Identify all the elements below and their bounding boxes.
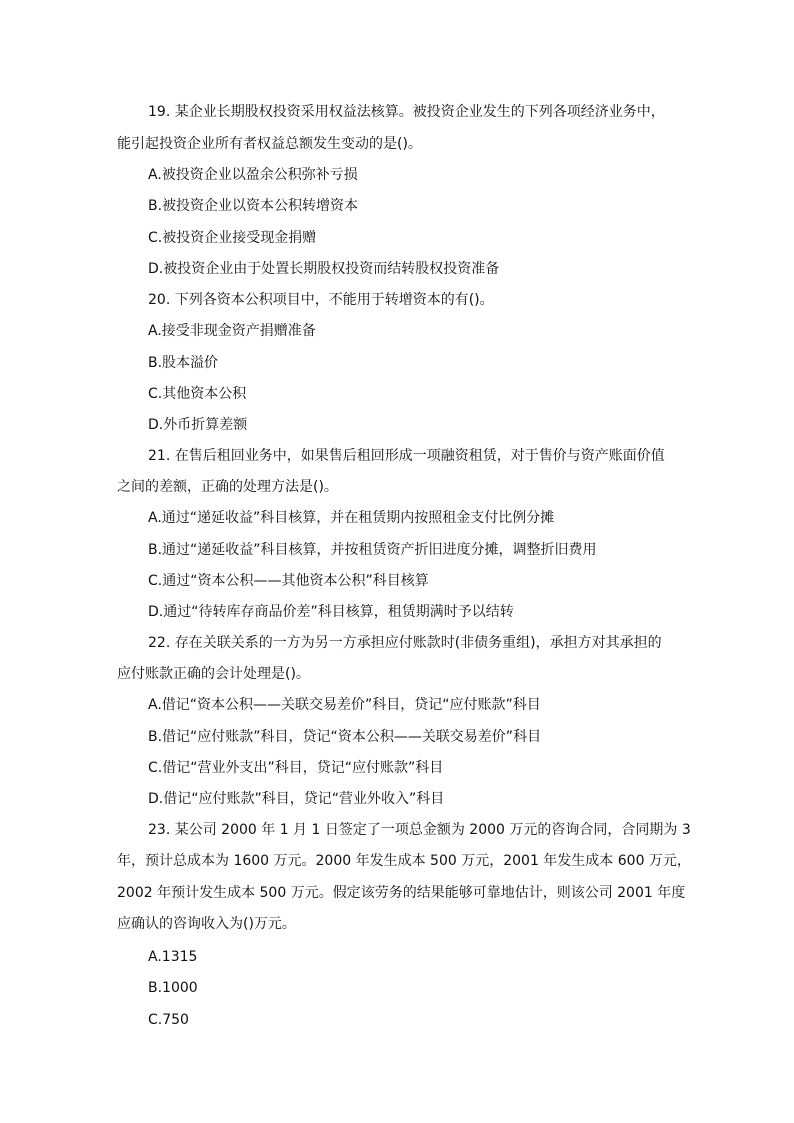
question-20-option-d: D.外币折算差额 xyxy=(148,417,248,433)
question-23-line-3: 2002 年预计发生成本 500 万元。假定该劳务的结果能够可靠地估计，则该公司 2001 年度 xyxy=(117,885,686,901)
question-23-line-4: 应确认的咨询收入为()万元。 xyxy=(117,916,296,932)
question-22-option-a: A.借记“资本公积——关联交易差价”科目，贷记“应付账款”科目 xyxy=(148,697,541,713)
question-22-line-1: 22. 存在关联关系的一方为另一方承担应付账款时(非债务重组)，承担方对其承担的 xyxy=(148,635,662,651)
question-19-option-d: D.被投资企业由于处置长期股权投资而结转股权投资准备 xyxy=(148,261,500,277)
question-23-line-1: 23. 某公司 2000 年 1 月 1 日签定了一项总金额为 2000 万元的咨询合同，合同期为 3 xyxy=(148,822,691,838)
question-19-line-1: 19. 某企业长期股权投资采用权益法核算。被投资企业发生的下列各项经济业务中， xyxy=(148,104,665,120)
question-20-option-b: B.股本溢价 xyxy=(148,355,219,371)
question-22-option-c: C.借记“营业外支出”科目，贷记“应付账款”科目 xyxy=(148,760,444,776)
question-22-option-b: B.借记“应付账款”科目，贷记“资本公积——关联交易差价”科目 xyxy=(148,729,542,745)
question-21-option-d: D.通过“待转库存商品价差”科目核算，租赁期满时予以结转 xyxy=(148,604,514,620)
question-23-option-c: C.750 xyxy=(148,1012,189,1028)
question-21-option-c: C.通过“资本公积——其他资本公积”科目核算 xyxy=(148,573,429,589)
question-23-option-a: A.1315 xyxy=(148,949,198,965)
question-19-line-2: 能引起投资企业所有者权益总额发生变动的是()。 xyxy=(117,136,422,152)
question-23-option-b: B.1000 xyxy=(148,980,198,996)
question-21-option-b: B.通过“递延收益”科目核算，并按租赁资产折旧进度分摊，调整折旧费用 xyxy=(148,542,597,558)
question-22-line-2: 应付账款正确的会计处理是()。 xyxy=(117,666,310,682)
question-19-option-c: C.被投资企业接受现金捐赠 xyxy=(148,230,317,246)
question-21-line-1: 21. 在售后租回业务中，如果售后租回形成一项融资租赁，对于售价与资产账面价值 xyxy=(148,448,665,464)
question-19-option-a: A.被投资企业以盈余公积弥补亏损 xyxy=(148,167,358,183)
question-21-option-a: A.通过“递延收益”科目核算，并在租赁期内按照租金支付比例分摊 xyxy=(148,510,555,526)
question-20-option-a: A.接受非现金资产捐赠准备 xyxy=(148,323,316,339)
question-23-line-2: 年，预计总成本为 1600 万元。2000 年发生成本 500 万元，2001 年发生成本 600 万元， xyxy=(117,853,691,869)
question-20-option-c: C.其他资本公积 xyxy=(148,386,247,402)
question-21-line-2: 之间的差额，正确的处理方法是()。 xyxy=(117,479,338,495)
question-22-option-d: D.借记“应付账款”科目，贷记“营业外收入”科目 xyxy=(148,791,445,807)
question-20-line-1: 20. 下列各资本公积项目中，不能用于转增资本的有()。 xyxy=(148,292,494,308)
question-19-option-b: B.被投资企业以资本公积转增资本 xyxy=(148,198,359,214)
